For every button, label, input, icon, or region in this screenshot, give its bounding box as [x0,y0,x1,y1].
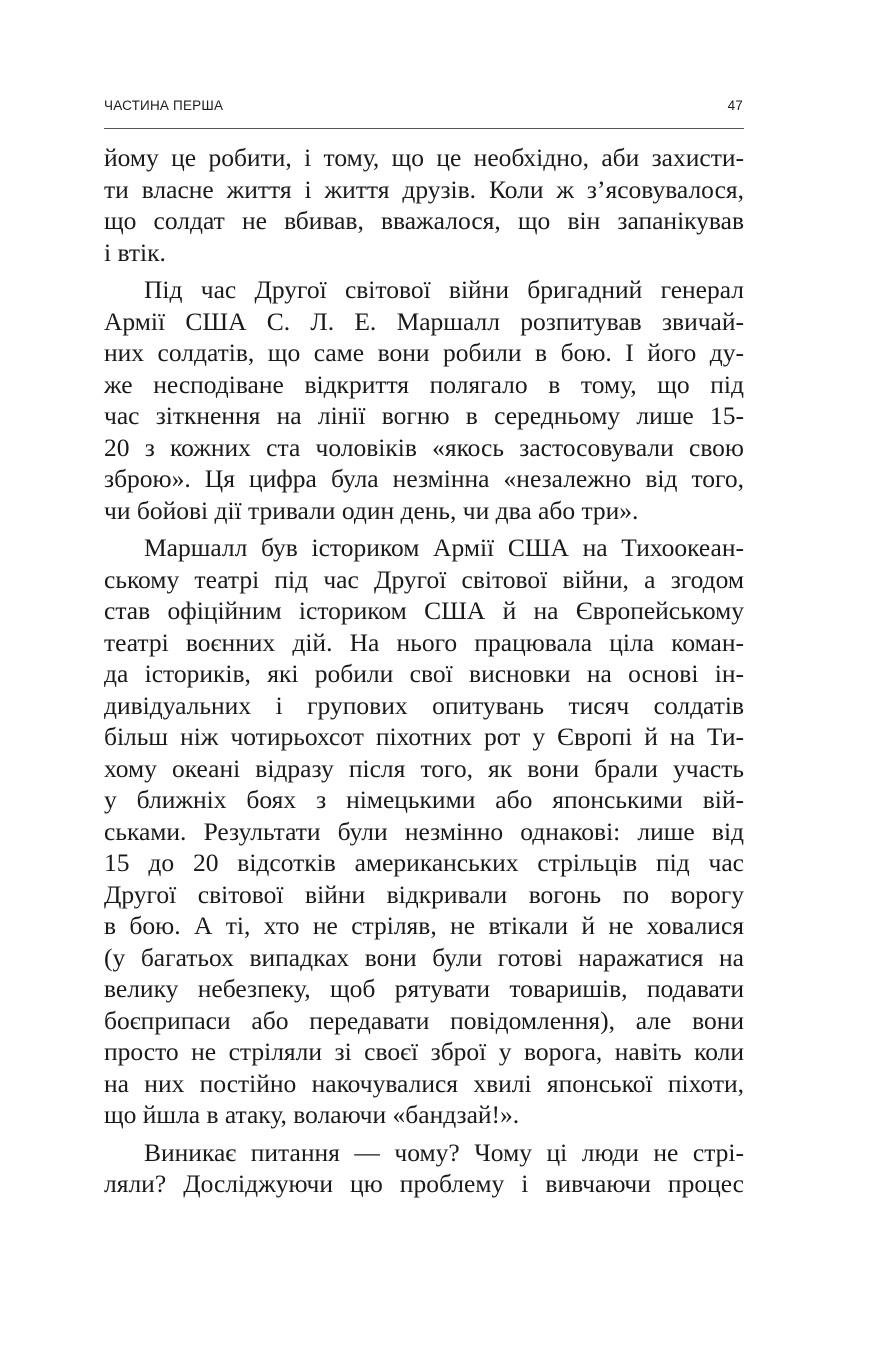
text-line: ти власне життя і життя друзів. Коли ж з’ясовувалося, [104,174,744,204]
text-line: що солдат не вбивав, вважалося, що він запанікував [104,206,744,235]
text-line: театрі воєнних дій. На нього працювала ціла коман- [104,627,744,657]
text-line: (у багатьох випадках вони були готові наражатися на [104,942,744,972]
text-line: Армії США С. Л. Е. Маршалл розпитував звичай- [104,306,744,336]
body-text [104,142,744,1200]
text-line: більш ніж чотирьохсот піхотних рот у Європі й на Ти- [104,722,744,751]
text-line: став офіційним істориком США й на Європейському [104,596,744,625]
text-line: йому це робити, і тому, що це необхідно, аби захисти- [104,143,744,172]
text-line: ському театрі під час Другої світової війни, а згодом [104,564,744,594]
text-line: на них постійно накочувалися хвилі японської піхоти, [104,1068,744,1098]
text-line: велику небезпеку, щоб рятувати товаришів, подавати [104,974,744,1003]
text-line: Виникає питання — чому? Чому ці люди не стрі- [144,1137,744,1167]
text-line: же несподіване відкриття полягало в тому, що під [104,369,744,399]
text-line: час зіткнення на лінії вогню в середньому лише 15- [104,401,744,430]
text-line: і втік. [104,237,166,267]
text-line: Маршалл був істориком Армії США на Тихоокеан- [144,533,744,562]
running-head [104,98,743,120]
header-rule [104,128,744,129]
text-line: зброю». Ця цифра була незмінна «незалежно від того, [104,464,744,493]
text-line: 15 до 20 відсотків американських стрільців під час [104,848,744,877]
text-line: просто не стріляли зі своєї зброї у ворога, навіть коли [104,1037,744,1066]
text-line: що йшла в атаку, волаючи «бандзай!». [104,1100,520,1129]
text-line: дивідуальних і групових опитувань тисяч солдатів [104,690,744,720]
paragraph [104,532,744,1131]
text-line: боєприпаси або передавати повідомлення), але вони [104,1005,744,1035]
paragraph [104,274,744,526]
text-line: в бою. А ті, хто не стріляв, не втікали й не ховалися [104,911,744,940]
text-line: них солдатів, що саме вони робили в бою. І його ду- [104,338,744,367]
page-number: 47 [727,98,743,113]
section-title: ЧАСТИНА ПЕРША [104,98,224,113]
paragraph [104,1137,744,1200]
text-line: Другої світової війни відкривали вогонь по ворогу [104,879,744,909]
text-line: да істориків, які робили свої висновки на основі ін- [104,659,744,688]
text-line: 20 з кожних ста чоловіків «якось застосовували свою [104,432,744,462]
text-line: ськами. Результати були незмінно однакові: лише від [104,816,744,846]
text-line: хому океані відразу після того, як вони брали участь [104,753,744,783]
text-line: ляли? Досліджуючи цю проблему і вивчаючи процес [104,1169,744,1198]
text-line: у ближніх боях з німецькими або японськими вій- [104,785,744,814]
text-line: Під час Другої світової війни бригадний генерал [144,275,744,304]
text-line: чи бойові дії тривали один день, чи два або три». [104,495,639,525]
paragraph [104,142,744,268]
